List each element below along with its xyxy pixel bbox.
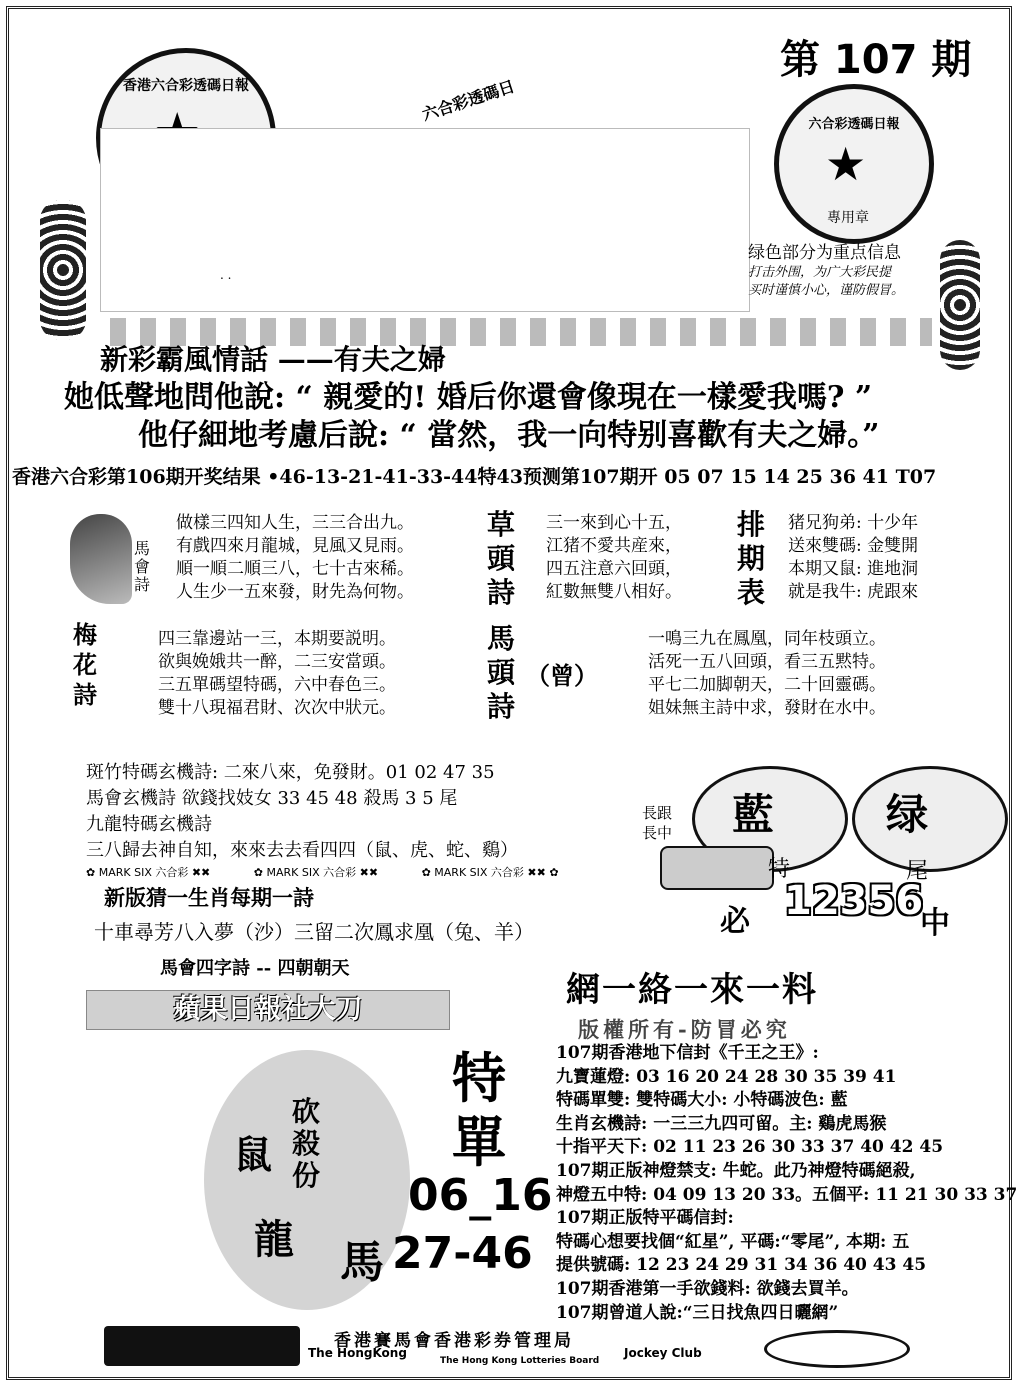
flower-icon: ✿ <box>253 866 267 879</box>
issue-number: 第 107 期 <box>780 37 972 83</box>
network-line: 提供號碼: 12 23 24 29 31 34 36 40 43 45 <box>556 1255 927 1276</box>
horsehead-poem-label: 馬頭詩 <box>486 622 515 723</box>
plum-poem-line: 三五單碼望特碼，六中春色三。 <box>158 675 396 695</box>
zhong-label: 中 <box>920 906 950 941</box>
flower-icon: ✿ <box>86 866 99 879</box>
network-title: 網一絡一來一料 <box>566 970 818 1010</box>
horsehead-poem-line: 活死一五八回頭，看三五黙特。 <box>648 652 886 672</box>
network-line: 九寶蓮燈: 03 16 20 24 28 30 35 39 41 <box>556 1066 897 1087</box>
plum-poem-label: 梅花詩 <box>73 620 97 709</box>
apple-daily-bar: 蘋果日報社大刀 <box>86 990 450 1030</box>
kan-label: 砍 <box>292 1095 321 1128</box>
numbers-1: 06_16 <box>408 1170 553 1221</box>
marksix-label: MARK SIX 六合彩 ✖✖ <box>434 866 546 879</box>
horsehead-zeng: （曾） <box>526 661 598 690</box>
flower-icon: ✿ <box>549 866 559 879</box>
blue-green-panel <box>620 766 1012 946</box>
horsehead-poem-line: 平七二加脚朝天，二十回靈碼。 <box>648 675 886 695</box>
right-stamp-text: 六合彩透碼日報 <box>808 117 900 132</box>
long-hit: 長中 <box>642 824 673 842</box>
footer-bar <box>104 1326 904 1366</box>
coin-ornament-right <box>940 240 980 370</box>
network-line: 107期曾道人說:“三日找魚四日曬網” <box>556 1302 839 1323</box>
blue-label: 藍 <box>732 790 775 839</box>
plum-poem-line: 欲與娩娥共一醉，二三安當頭。 <box>158 652 396 672</box>
right-stamp-bottom: 專用章 <box>827 210 869 226</box>
schedule-line: 本期又鼠: 進地洞 <box>788 559 919 579</box>
horse-four-char-poem: 馬會四字詩 -- 四朝朝天 <box>160 958 350 979</box>
schedule-line: 猪兄狗弟: 十少年 <box>788 513 919 533</box>
misc-line: 馬會玄機詩 欲錢找妓女 33 45 48 殺馬 3 5 尾 <box>86 788 458 809</box>
long-follow: 長跟 <box>642 804 673 822</box>
footer-cn: 香港賽馬會香港彩券管理局 <box>334 1331 574 1351</box>
network-line: 107期香港地下信封《千王之王》: <box>556 1043 819 1063</box>
notes-line3: 买时谨慎小心，谨防假冒。 <box>748 283 905 298</box>
mahjong-illustration <box>660 846 774 890</box>
tail-numbers: 12356 <box>784 878 924 924</box>
grass-poem-label: 草頭詩 <box>486 508 515 609</box>
sha-label: 殺 <box>292 1127 321 1160</box>
grass-poem-line: 四五注意六回頭， <box>546 559 682 579</box>
guess-title: 新版猜一生肖每期一詩 <box>104 885 314 910</box>
notes <box>748 242 904 300</box>
footer-en1: The HongKong <box>308 1346 407 1360</box>
marksix-label: MARK SIX 六合彩 ✖✖ <box>266 866 379 879</box>
network-list <box>556 1042 1017 1325</box>
te-big: 特 <box>452 1046 506 1110</box>
ma-label: 馬 <box>340 1237 384 1288</box>
horse-poem <box>176 512 414 604</box>
wei-label: 尾 <box>906 859 929 884</box>
network-line: 神燈五中特: 04 09 13 20 33。五個平: 11 21 30 33 37 <box>556 1184 1018 1205</box>
coin-ornament-left <box>40 200 86 340</box>
horse-illustration <box>70 514 132 604</box>
horsehead-poem <box>648 628 886 720</box>
horse-poem-line: 順一順二順三八，七十古來稀。 <box>176 559 414 579</box>
grass-poem-line: 三一來到心十五， <box>546 513 682 533</box>
network-line: 107期香港第一手欲錢料: 欲錢去買羊。 <box>556 1278 859 1299</box>
result-line: 香港六合彩第106期开奖结果 •46-13-21-41-33-44特43预测第107期开 05 07 15 14 25 36 41 T07 <box>12 466 937 488</box>
right-stamp <box>774 84 934 244</box>
bi-label: 必 <box>720 904 750 939</box>
network-line: 十指平天下: 02 11 23 26 30 33 37 40 42 45 <box>556 1137 944 1158</box>
network-line: 生肖玄機詩: 一三三九四可留。主: 鷄虎馬猴 <box>556 1113 887 1134</box>
network-line: 特碼單雙: 雙特碼大小: 小特碼波色: 藍 <box>556 1090 848 1111</box>
horse-poem-line: 人生少一五來發，財先為何物。 <box>176 582 414 602</box>
numbers-2: 27-46 <box>392 1228 533 1279</box>
horsehead-poem-line: 一鳴三九在鳳凰，同年枝頭立。 <box>648 629 886 649</box>
network-line: 107期正版神燈禁支: 牛蛇。此乃神燈特碼絕殺, <box>556 1160 916 1181</box>
horse-poem-line: 做樣三四知人生，三三合出九。 <box>176 513 414 533</box>
fen-label: 份 <box>292 1159 321 1192</box>
story-line2: 他仔細地考慮后說: “ 當然，我一向特别喜歡有夫之婦。” <box>138 418 880 453</box>
green-label: 绿 <box>886 790 929 839</box>
guess-line: 十車尋芳八入夢（沙）三留二次鳳求凰（兔、羊） <box>94 920 534 944</box>
notes-line1: 绿色部分为重点信息 <box>748 243 901 263</box>
plum-poem-line: 雙十八現福君財、次次中狀元。 <box>158 698 396 718</box>
grass-poem-line: 紅數無雙八相好。 <box>546 582 682 602</box>
schedule <box>788 512 918 604</box>
notes-line2: 打击外围，为广大彩民提 <box>748 265 892 280</box>
mid-stamp-text: 六合彩透碼日 <box>419 76 517 125</box>
decor-dots: . . <box>220 268 232 282</box>
jockey-club-logo <box>104 1326 300 1366</box>
grass-poem-line: 江猪不愛共産來， <box>546 536 682 556</box>
marksix-label: MARK SIX 六合彩 ✖✖ <box>98 866 211 879</box>
plum-poem-line: 四三靠邊站一三，本期要説明。 <box>158 629 396 649</box>
network-line: 特碼心想要找個“紅星”, 平碼:“零尾”, 本期: 五 <box>556 1231 910 1252</box>
footer-en2: Jockey Club <box>624 1346 702 1360</box>
story-title: 新彩霸風情話 ——有夫之婦 <box>100 343 446 376</box>
network-line: 107期正版特平碼信封: <box>556 1208 734 1229</box>
schedule-line: 送來雙碼: 金雙開 <box>788 536 919 556</box>
misc-line: 三八歸去神自知，來來去去看四四（鼠、虎、蛇、鷄） <box>86 840 518 861</box>
horse-poem-line: 有戲四來月龍城，見風又見雨。 <box>176 536 414 556</box>
horsehead-poem-line: 姐妹無主詩中求，發財在水中。 <box>648 698 886 718</box>
dan-big: 單 <box>452 1110 506 1174</box>
left-stamp-text: 香港六合彩透碼日報 <box>123 78 249 94</box>
story-line1: 她低聲地問他說: “ 親愛的! 婚后你還會像現在一樣愛我嗎? ” <box>64 380 873 415</box>
copyright: 版權所有-防冒必究 <box>578 1017 791 1042</box>
horse-poem-label: 馬會詩 <box>134 539 151 594</box>
lotteries-board-logo <box>764 1330 910 1368</box>
star-icon: ★ <box>825 137 867 191</box>
grass-poem <box>546 512 682 604</box>
misc-poems <box>86 760 518 864</box>
plum-poem <box>158 628 396 720</box>
marksix-row <box>86 864 559 880</box>
misc-line: 九龍特碼玄機詩 <box>86 814 212 835</box>
te-label: 特 <box>768 857 791 882</box>
schedule-line: 就是我牛: 虎跟來 <box>788 582 919 602</box>
long-label: 龍 <box>254 1216 294 1263</box>
heart-right <box>852 766 1008 872</box>
flower-icon: ✿ <box>421 866 435 879</box>
schedule-label: 排期表 <box>736 508 765 609</box>
shu-label: 鼠 <box>234 1132 273 1177</box>
footer-en3: The Hong Kong Lotteries Board <box>440 1356 600 1366</box>
misc-line: 斑竹特碼玄機詩: 二來八來，免發財。01 02 47 35 <box>86 762 495 783</box>
blank-panel <box>100 128 750 312</box>
